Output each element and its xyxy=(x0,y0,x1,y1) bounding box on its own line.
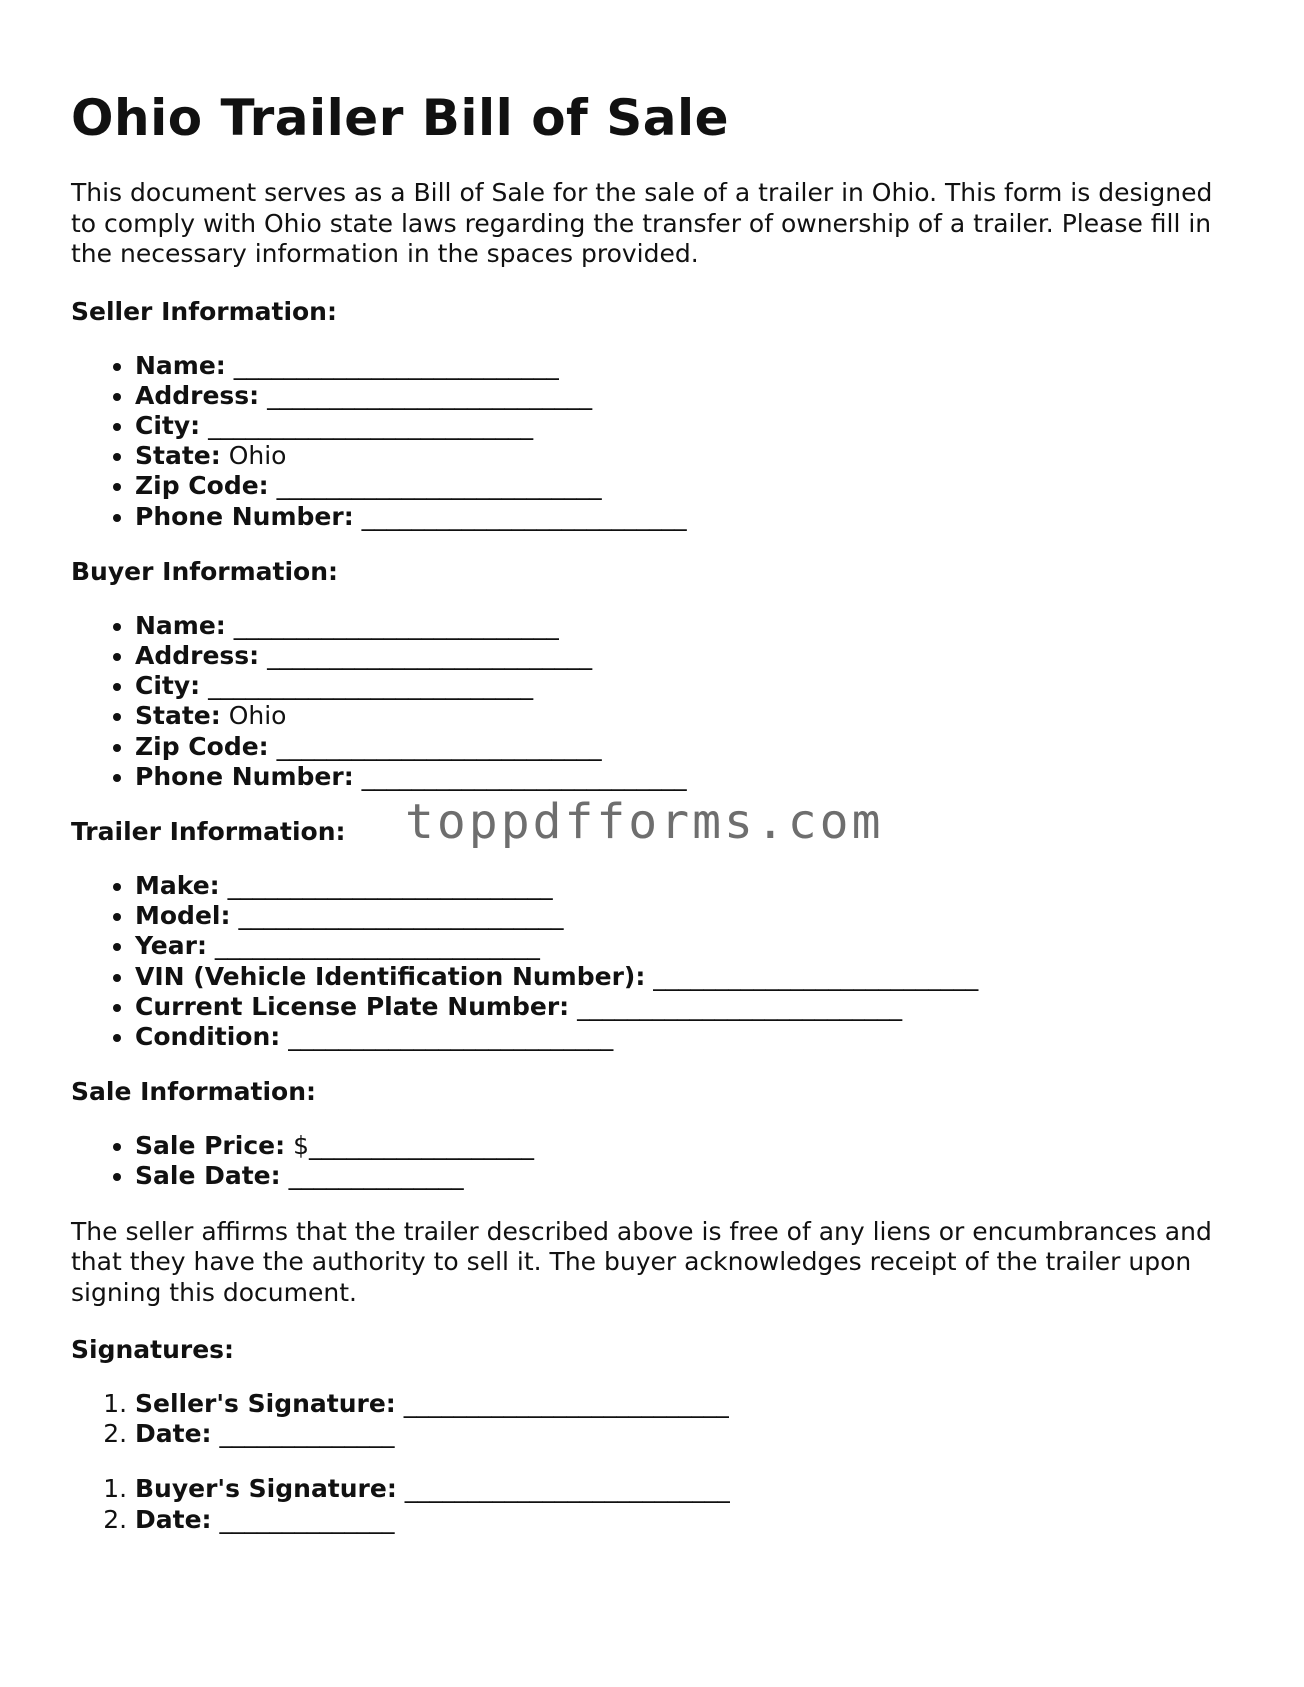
seller-signature-label: Seller's Signature: xyxy=(135,1389,396,1419)
trailer-vin-label: VIN (Vehicle Identification Number): xyxy=(135,961,646,991)
buyer-state-field xyxy=(135,701,1231,731)
buyer-zip-label: Zip Code: xyxy=(135,731,269,761)
seller-city-label: City: xyxy=(135,410,201,440)
seller-date-field xyxy=(135,1419,1231,1449)
intro-paragraph: This document serves as a Bill of Sale for the sale of a trailer in Ohio. This form is designed to comply with Ohio state laws regarding the transfer of ownership of a trailer. Please fill in the necessary information in the spaces provided. xyxy=(71,178,1213,268)
sale-price-field xyxy=(135,1131,1231,1161)
seller-zip-label: Zip Code: xyxy=(135,471,269,501)
buyer-city-blank[interactable]: __________________________ xyxy=(208,671,534,701)
buyer-zip-field xyxy=(135,732,1231,762)
trailer-fields-list xyxy=(71,871,1231,1052)
trailer-make-label: Make: xyxy=(135,870,220,900)
buyer-signature-label: Buyer's Signature: xyxy=(135,1474,397,1504)
buyer-zip-blank[interactable]: __________________________ xyxy=(276,731,602,761)
affirmation-paragraph: The seller affirms that the trailer described above is free of any liens or encumbrances and that they have the authority to sell it. The buyer acknowledges receipt of the trailer upon signing this document. xyxy=(71,1216,1212,1307)
sale-price-label: Sale Price: xyxy=(135,1131,286,1161)
sale-date-blank[interactable]: ______________ xyxy=(288,1161,464,1191)
buyer-address-blank[interactable]: __________________________ xyxy=(267,640,593,670)
seller-address-blank[interactable]: __________________________ xyxy=(267,380,593,410)
trailer-plate-label: Current License Plate Number: xyxy=(135,991,570,1021)
trailer-year-blank[interactable]: __________________________ xyxy=(214,931,540,961)
buyer-address-field xyxy=(135,641,1231,671)
seller-address-label: Address: xyxy=(135,380,260,410)
buyer-fields-list xyxy=(71,611,1231,792)
seller-name-label: Name: xyxy=(135,350,226,380)
buyer-name-blank[interactable]: __________________________ xyxy=(233,610,559,640)
seller-name-field xyxy=(135,351,1231,381)
trailer-make-blank[interactable]: __________________________ xyxy=(227,870,553,900)
trailer-model-field xyxy=(135,901,1231,931)
buyer-date-field xyxy=(135,1505,1231,1535)
buyer-date-label: Date: xyxy=(135,1504,212,1534)
seller-state-value: Ohio xyxy=(228,441,287,471)
buyer-city-label: City: xyxy=(135,671,201,701)
seller-signature-blank[interactable]: __________________________ xyxy=(403,1389,729,1419)
seller-name-blank[interactable]: __________________________ xyxy=(233,350,559,380)
page-title: Ohio Trailer Bill of Sale xyxy=(71,89,730,147)
trailer-heading-text: Trailer Information: xyxy=(71,816,346,846)
trailer-year-field xyxy=(135,931,1231,961)
seller-city-field xyxy=(135,411,1231,441)
sale-price-blank[interactable]: $__________________ xyxy=(293,1131,534,1161)
trailer-condition-label: Condition: xyxy=(135,1021,281,1051)
buyer-signature-field xyxy=(135,1474,1231,1504)
sale-fields-list xyxy=(71,1131,1231,1191)
buyer-phone-field xyxy=(135,762,1231,792)
buyer-phone-blank[interactable]: __________________________ xyxy=(361,761,687,791)
seller-zip-blank[interactable]: __________________________ xyxy=(276,471,602,501)
trailer-model-label: Model: xyxy=(135,901,231,931)
sale-section-heading: Sale Information: xyxy=(71,1077,316,1107)
seller-address-field xyxy=(135,381,1231,411)
sale-date-field xyxy=(135,1161,1231,1191)
trailer-condition-blank[interactable]: __________________________ xyxy=(288,1021,614,1051)
trailer-plate-field xyxy=(135,992,1231,1022)
seller-fields-list xyxy=(71,351,1231,532)
trailer-condition-field xyxy=(135,1022,1231,1052)
sale-date-label: Sale Date: xyxy=(135,1161,281,1191)
buyer-name-field xyxy=(135,611,1231,641)
seller-signature-field xyxy=(135,1389,1231,1419)
seller-date-label: Date: xyxy=(135,1419,212,1449)
seller-phone-blank[interactable]: __________________________ xyxy=(361,501,687,531)
buyer-signature-list xyxy=(71,1474,1231,1534)
trailer-plate-blank[interactable]: __________________________ xyxy=(577,991,903,1021)
seller-date-blank[interactable]: ______________ xyxy=(219,1419,395,1449)
trailer-make-field xyxy=(135,871,1231,901)
document-page xyxy=(71,88,1231,1560)
buyer-address-label: Address: xyxy=(135,640,260,670)
trailer-year-label: Year: xyxy=(135,931,207,961)
buyer-signature-blank[interactable]: __________________________ xyxy=(404,1474,730,1504)
buyer-state-value: Ohio xyxy=(228,701,287,731)
trailer-vin-blank[interactable]: __________________________ xyxy=(653,961,979,991)
buyer-section-heading: Buyer Information: xyxy=(71,556,339,586)
watermark-text: toppdfforms.com xyxy=(405,793,884,850)
seller-state-field xyxy=(135,441,1231,471)
buyer-state-label: State: xyxy=(135,701,221,731)
buyer-date-blank[interactable]: ______________ xyxy=(219,1504,395,1534)
seller-phone-field xyxy=(135,502,1231,532)
buyer-name-label: Name: xyxy=(135,610,226,640)
seller-phone-label: Phone Number: xyxy=(135,501,354,531)
seller-signature-list xyxy=(71,1389,1231,1449)
buyer-city-field xyxy=(135,671,1231,701)
seller-zip-field xyxy=(135,471,1231,501)
trailer-vin-field xyxy=(135,962,1231,992)
trailer-section-heading xyxy=(71,793,1231,850)
seller-city-blank[interactable]: __________________________ xyxy=(208,410,534,440)
seller-section-heading: Seller Information: xyxy=(71,296,337,326)
seller-state-label: State: xyxy=(135,441,221,471)
trailer-model-blank[interactable]: __________________________ xyxy=(238,901,564,931)
buyer-phone-label: Phone Number: xyxy=(135,761,354,791)
signatures-section-heading: Signatures: xyxy=(71,1335,235,1365)
